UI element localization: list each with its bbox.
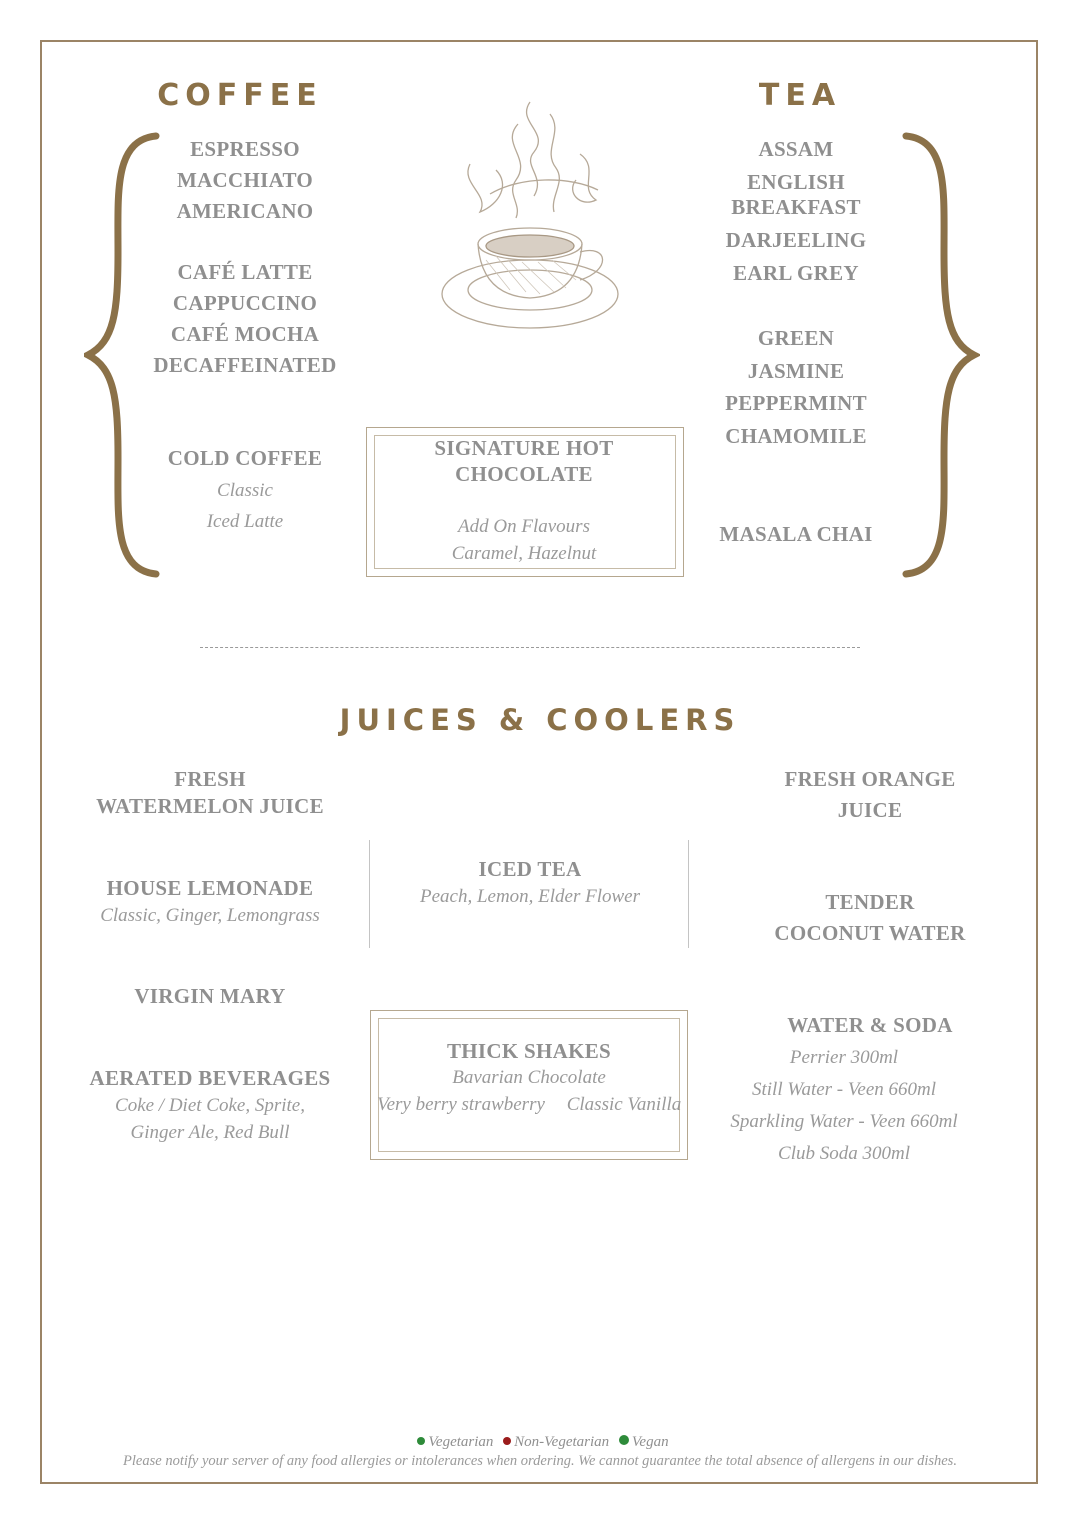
menu-item-decaffeinated: DECAFFEINATED (153, 353, 337, 377)
coffee-cup-sketch-icon (430, 84, 630, 340)
water-item-still: Still Water - Veen 660ml (752, 1079, 936, 1100)
cold-coffee-option-classic: Classic (217, 480, 273, 501)
menu-item-jasmine: JASMINE (747, 359, 845, 383)
water-item-sparkling: Sparkling Water - Veen 660ml (730, 1111, 958, 1132)
hot-chocolate-addons: Caramel, Hazelnut (451, 543, 597, 564)
menu-item-hot-chocolate-l1: SIGNATURE HOT (434, 436, 614, 460)
menu-item-americano: AMERICANO (176, 199, 314, 223)
menu-item-chamomile: CHAMOMILE (725, 424, 867, 448)
menu-item-earl-grey: EARL GREY (733, 261, 859, 285)
cold-coffee-option-iced-latte: Iced Latte (206, 511, 284, 532)
shakes-option-vanilla: Classic Vanilla (566, 1094, 682, 1115)
aerated-options-l2: Ginger Ale, Red Bull (130, 1122, 290, 1143)
menu-item-orange-l1: FRESH ORANGE (784, 767, 956, 791)
menu-item-tender-l1: TENDER (825, 890, 915, 914)
right-brace-icon (900, 132, 980, 578)
menu-item-watermelon-l2: WATERMELON JUICE (96, 794, 324, 818)
menu-item-tender-l2: COCONUT WATER (774, 921, 966, 945)
menu-item-english: ENGLISH (747, 170, 845, 194)
menu-item-macchiato: MACCHIATO (176, 168, 314, 192)
shakes-option-bavarian: Bavarian Chocolate (452, 1067, 606, 1088)
iced-tea-options: Peach, Lemon, Elder Flower (419, 886, 641, 907)
menu-item-assam: ASSAM (758, 137, 834, 161)
menu-item-darjeeling: DARJEELING (725, 228, 867, 252)
legend-nonveg: Non-Vegetarian (514, 1434, 610, 1450)
menu-item-water-soda: WATER & SODA (787, 1013, 953, 1037)
menu-item-cappuccino: CAPPUCCINO (172, 291, 318, 315)
menu-item-espresso: ESPRESSO (190, 137, 300, 161)
iced-tea-left-rule (369, 840, 370, 948)
menu-item-house-lemonade: HOUSE LEMONADE (106, 876, 314, 900)
juices-heading: JUICES & COOLERS (339, 703, 741, 737)
aerated-options-l1: Coke / Diet Coke, Sprite, (115, 1095, 305, 1116)
water-item-perrier: Perrier 300ml (789, 1047, 899, 1068)
shakes-option-strawberry: Very berry strawberry (377, 1094, 545, 1115)
menu-item-iced-tea: ICED TEA (478, 857, 582, 881)
menu-item-peppermint: PEPPERMINT (725, 391, 867, 415)
lemonade-options: Classic, Ginger, Lemongrass (100, 905, 320, 926)
water-item-club-soda: Club Soda 300ml (778, 1143, 910, 1164)
menu-item-cold-coffee: COLD COFFEE (167, 446, 323, 470)
legend-veg: Vegetarian (428, 1434, 494, 1450)
allergy-notice: Please notify your server of any food allergies or intolerances when ordering. We cannot guarantee the total absence of allergens in our dishes. (123, 1453, 957, 1469)
coffee-heading: COFFEE (157, 78, 323, 113)
veg-dot-icon (417, 1437, 425, 1445)
menu-item-virgin-mary: VIRGIN MARY (134, 984, 286, 1008)
menu-item-cafe-mocha: CAFÉ MOCHA (170, 322, 320, 346)
menu-item-orange-l2: JUICE (837, 798, 903, 822)
nonveg-dot-icon (503, 1437, 511, 1445)
menu-item-hot-chocolate-l2: CHOCOLATE (455, 462, 593, 486)
iced-tea-right-rule (688, 840, 689, 948)
menu-item-masala-chai: MASALA CHAI (719, 522, 873, 546)
menu-item-aerated-beverages: AERATED BEVERAGES (89, 1066, 331, 1090)
tea-heading: TEA (758, 78, 842, 113)
menu-item-thick-shakes: THICK SHAKES (446, 1039, 612, 1063)
section-divider (200, 647, 860, 648)
menu-item-breakfast: BREAKFAST (731, 195, 861, 219)
hot-chocolate-addon-label: Add On Flavours (458, 516, 590, 537)
menu-item-cafe-latte: CAFÉ LATTE (177, 260, 313, 284)
menu-item-green: GREEN (757, 326, 835, 350)
diet-legend (0, 1434, 1080, 1451)
legend-vegan: Vegan (631, 1434, 669, 1450)
menu-item-watermelon-l1: FRESH (174, 767, 246, 791)
vegan-leaf-icon (619, 1435, 629, 1445)
